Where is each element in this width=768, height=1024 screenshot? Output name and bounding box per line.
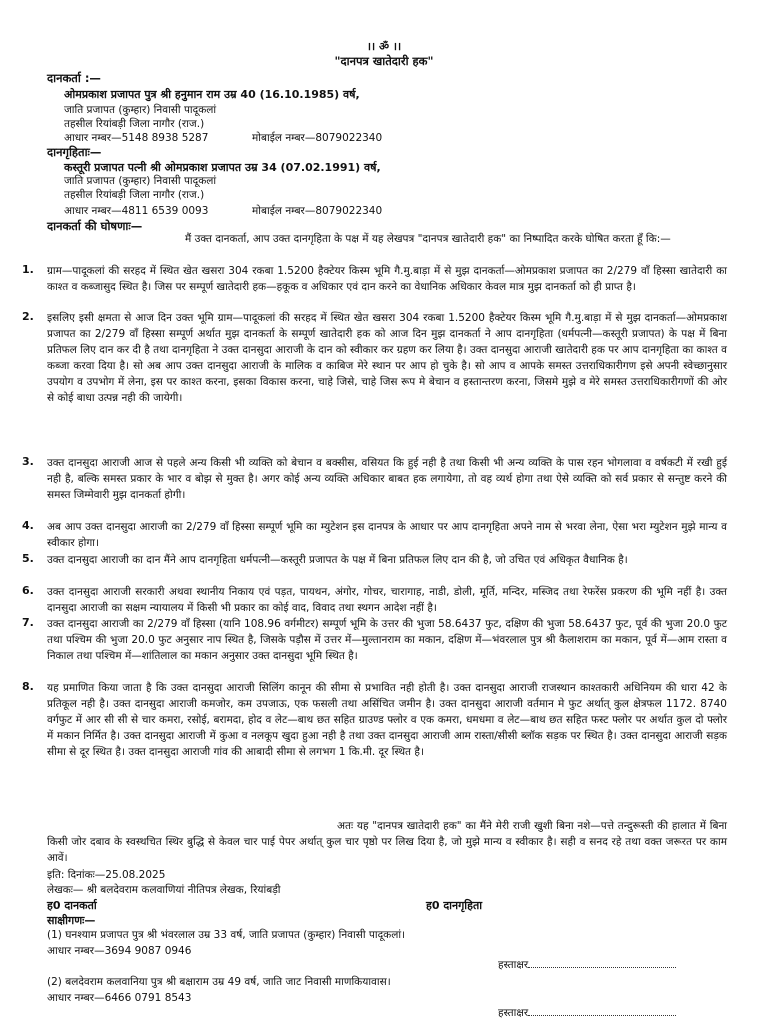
recipient-aadhaar: आधार नम्बर—4811 6539 0093 (64, 205, 209, 217)
witness-1-aadhaar: आधार नम्बर—3694 9087 0946 (47, 945, 192, 957)
donor-caste: जाति प्रजापत (कुम्हार) निवासी पादूकलां (64, 104, 217, 116)
donor-signature-label: ह0 दानकर्ता (47, 899, 97, 912)
clause-text: अब आप उक्त दानसुदा आराजी का 2/279 वाँ हिस्सा सम्पूर्ण भूमि का म्युटेशन इस दानपत्र के आधार पर आप दानगृहिता अपने नाम से भरवा लेना, ऐसा भरा म्युटेशन मुझे मान्य व स्वीकार होगा। (47, 521, 727, 549)
clause-text: यह प्रमाणित किया जाता है कि उक्त दानसुदा आराजी सिलिंग कानून की सीमा से प्रभावित नही होती है। उक्त दानसुदा आराजी राजस्थान काश्तकारी अधिनियम की धारा 42 के प्रतिकूल नही है। उक्त दानसुदा आराजी कमजोर, कम उपजाऊ, एक फसली तथा असिंचित जमीन है। उक्त दानसुदा आराजी वर्तमान मे फुट अर्थात् कुल क्षेत्रफल 1172. 8740 वर्गफुट में आर सी सी से चार कमरा, रसोई, बरामदा, होद व लेट—बाथ छत सहित ग्राउण्ड फ्लोर व एक कमरा, धमधमा व लेट—बाथ छत सहित फस्ट फ्लोर पर अर्थात कुल दो फ्लोर में मकान निर्मित है। उक्त दानसुदा आराजी में कुआ व नलकूप खुदा हुआ नही है तथा उक्त दानसुदा आराजी आम रास्ता/सीसी ब्लॉक सड़क पर स्थित है। उक्त दानसुदा आराजी सड़क सीमा से दूर स्थित है। उक्त दानसुदा आराजी गांव की आबादी सीमा से लगभग 1 कि.मी. दूर स्थित है। (47, 682, 727, 758)
donor-tehsil: तहसील रियांबड़ी जिला नागौर (राज.) (64, 118, 205, 130)
witness-1-signature (498, 958, 676, 972)
clause-text: ग्राम—पादूकलां की सरहद में स्थित खेत खसरा 304 रकबा 1.5200 हैक्टेयर किस्म भूमि गै.मु.बाड़ा में से मुझ दानकर्ता—ओमप्रकाश प्रजापत का 2/279 वाँ हिस्सा खातेदारी का काश्त व कब्जासुद स्थित है। जिस पर सम्पूर्ण खातेदारी हक—हकूक व अधिकार एवं दान करने का वेधानिक अधिकार केवल मात्र मुझ दानकर्ता को ही प्राप्त है। (47, 265, 727, 293)
witness-2-aadhaar: आधार नम्बर—6466 0791 8543 (47, 992, 192, 1004)
donor-label: दानकर्ता :— (47, 71, 101, 85)
signature-line (528, 1006, 676, 1016)
om-symbol: ।। ॐ ।। (366, 40, 402, 53)
witnesses-label: साक्षीगणः— (47, 914, 96, 927)
clause-number: 7. (22, 616, 34, 629)
clause-number: 5. (22, 552, 34, 565)
recipient-mobile: मोबाईल नम्बर—8079022340 (252, 205, 383, 217)
clause-text: उक्त दानसुदा आराजी का 2/279 वाँ हिस्सा (यानि 108.96 वर्गमीटर) सम्पूर्ण भूमि के उत्तर की भुजा 58.6437 फुट, दक्षिण की भुजा 58.6437 फुट, पूर्व की भुजा 20.0 फुट तथा पश्चिम की भुजा 20.0 फुट अनुसार नाप स्थित है, जिसके पड़ौस में उत्तर में—मुल्तानराम का मकान, दक्षिण में—भंवरलाल पुत्र श्री कैलाशराम का मकान, पूर्व में—आम रास्ता व निकाल तथा पश्चिम में—शांतिलाल का मकान अनुसार उक्त दानसुदा भूमि स्थित है। (47, 618, 727, 662)
clause-number: 3. (22, 455, 34, 468)
witness-2-signature (498, 1006, 676, 1020)
signature-line (528, 958, 676, 968)
signature-label: हस्ताक्षर (498, 959, 529, 971)
declaration-label: दानकर्ता की घोषणाः— (47, 219, 143, 233)
recipient-caste: जाति प्रजापत (कुम्हार) निवासी पादूकलां (64, 175, 217, 187)
donor-name: ओमप्रकाश प्रजापत पुत्र श्री हनुमान राम उम्र 40 (16.10.1985) वर्ष, (64, 88, 360, 101)
signature-label: हस्ताक्षर (498, 1007, 529, 1019)
clause-text: इसलिए इसी क्षमता से आज दिन उक्त भूमि ग्राम—पादूकलां की सरहद में स्थित खेत खसरा 304 रकबा 1.5200 हैक्टेयर किस्म भूमि गै.मु.बाड़ा में से मुझ दानकर्ता—ओमप्रकाश प्रजापत का 2/279 वाँ हिस्सा सम्पूर्ण अर्थात मुझ दानकर्ता के सम्पूर्ण खातेदारी हक को आज दिन मुझ दानकर्ता ने आप दानगृहिता (धर्मपत्नी—कस्तूरी प्रजापत) के पक्ष में बिना प्रतिफल लिए दान कर दी है तथा दानगृहिता ने उक्त दानसुदा आराजी के दान को स्वीकार कर ग्रहण कर लिया है। उक्त दानसुदा आराजी खातेदारी हक पर आप दानगृहिता का काश्त व कब्जा करवा दिया है। सो अब आप उक्त दानसुदा आराजी के मालिक व काबिज मेरे स्थान पर आप हो चुके है। सो आप व आपके समस्त उत्तराधिकारीगण इसे अपनी स्वेच्छानुसार उपयोग व उपभोग में लेना, इस पर काश्त करना, इसका विकास करना, चाहे जिसे, चाहे जिस रूप मे बेचान व हस्तान्तरण करना, जिसमे मुझे व मेरे समस्त उत्तराधिकारीगणों की ओर से कोई बाधा उत्पन्न नही की जायेगी। (47, 312, 727, 404)
donor-aadhaar: आधार नम्बर—5148 8938 5287 (64, 132, 209, 144)
closing-statement: अतः यह "दानपत्र खातेदारी हक" का मैंने मेरी राजी खुशी बिना नशे—पत्ते तन्दुरूस्ती की हालात में बिना किसी जोर दबाव के स्वस्थचित स्थिर बुद्धि से केवल चार पाई पेपर अर्थात् कुल चार पृष्ठो पर लिख दिया है, जो मुझे मान्य व स्वीकार है। सही व सनद रहे तथा वक्त जरूरत पर काम आवें। (47, 820, 727, 864)
recipient-name: कस्तूरी प्रजापत पत्नी श्री ओमप्रकाश प्रजापत उम्र 34 (07.02.1991) वर्ष, (64, 161, 381, 174)
clause-number: 2. (22, 310, 34, 323)
declaration-intro: मैं उक्त दानकर्ता, आप उक्त दानगृहिता के पक्ष में यह लेखपत्र "दानपत्र खातेदारी हक" का निष्पादित करके घोषित करता हूँ कि:— (185, 233, 671, 245)
recipient-tehsil: तहसील रियांबड़ी जिला नागौर (राज.) (64, 189, 205, 201)
clause-number: 6. (22, 584, 34, 597)
witness-2-name: (2) बलदेवराम कलवानिया पुत्र श्री बक्षाराम उम्र 49 वर्ष, जाति जाट निवासी माणकियावास। (47, 976, 391, 988)
execution-date: इति: दिनांकः—25.08.2025 (47, 869, 166, 881)
writer-line: लेखकः— श्री बलदेवराम कलवाणियां नीतिपत्र लेखक, रियांबड़ी (47, 884, 281, 896)
document-title: "दानपत्र खातेदारी हक" (334, 54, 434, 68)
clause-number: 1. (22, 263, 34, 276)
clause-text: उक्त दानसुदा आराजी आज से पहले अन्य किसी भी व्यक्ति को बेचान व बक्सीस, वसियत कि हुई नही है तथा किसी भी अन्य व्यक्ति के पास रहन भोगलावा व वर्षकटी में रखी हुई नही है, बल्कि समस्त प्रकार के भार व बोझ से मुक्त है। अगर कोई अन्य व्यक्ति अधिकार बाबत हक लगायेगा, तो वह व्यर्थ होगा तथा ऐसे व्यक्ति को सर्व प्रकार से सन्तुष्ट करने की समस्त जिम्मेवारी मुझ दानकर्ता होगी। (47, 457, 727, 501)
clause-number: 8. (22, 680, 34, 693)
clause-number: 4. (22, 519, 34, 532)
recipient-label: दानगृहिताः— (47, 145, 102, 159)
clause-text: उक्त दानसुदा आराजी सरकारी अथवा स्थानीय निकाय एवं पड़त, पायथन, अंगोर, गोचर, चारागाह, नाडी, डोली, मूर्ति, मन्दिर, मस्जिद तथा रेफरेंस प्रकरण की भूमि नहीं है। उक्त दानसुदा आराजी का सक्षम न्यायालय में किसी भी प्रकार का कोई वाद, विवाद तथा स्थगन आदेश नहीं है। (47, 586, 727, 614)
clause-text: उक्त दानसुदा आराजी का दान मैंने आप दानगृहिता धर्मपत्नी—कस्तूरी प्रजापत के पक्ष में बिना प्रतिफल लिए दान की है, जो उचित एवं अधिकृत वैधानिक है। (47, 554, 628, 566)
recipient-signature-label: ह0 दानगृहिता (426, 899, 483, 912)
witness-1-name: (1) घनश्याम प्रजापत पुत्र श्री भंवरलाल उम्र 33 वर्ष, जाति प्रजापत (कुम्हार) निवासी पादूकलां। (47, 929, 406, 941)
donor-mobile: मोबाईल नम्बर—8079022340 (252, 132, 383, 144)
